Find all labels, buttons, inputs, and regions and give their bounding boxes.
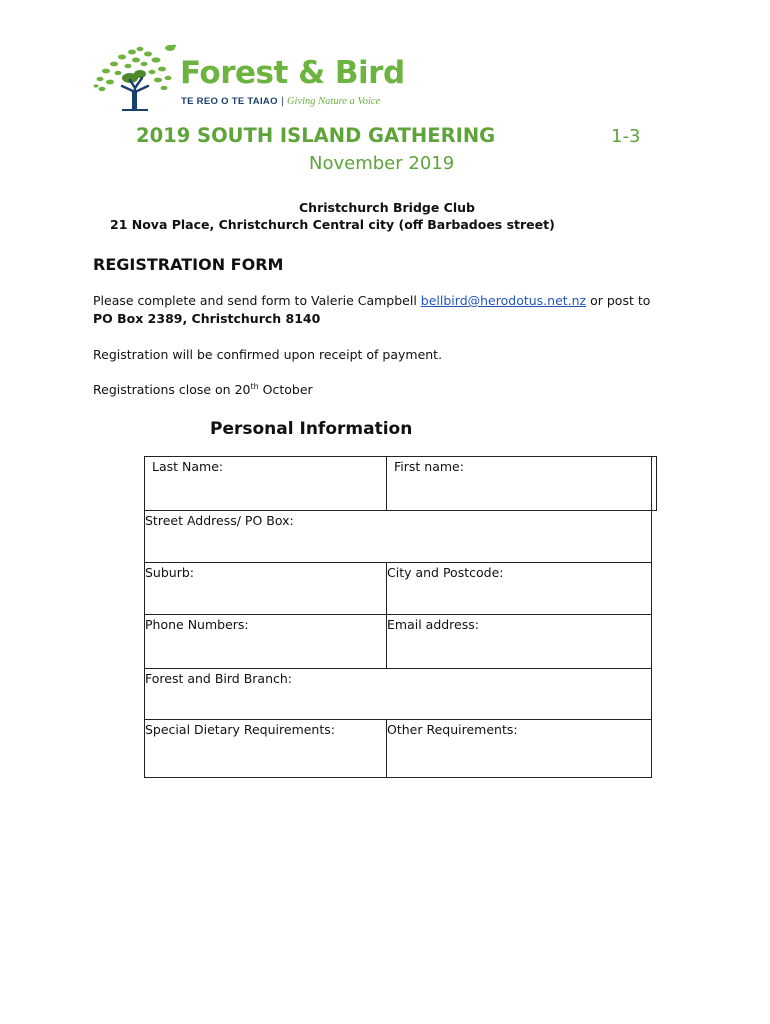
postal-address: PO Box 2389, Christchurch 8140 <box>93 311 321 326</box>
city-postcode-field[interactable] <box>387 563 651 614</box>
table-border <box>651 456 652 778</box>
event-month: November 2019 <box>309 153 455 174</box>
event-dates: 1-3 <box>611 126 641 147</box>
suburb-label: Suburb: <box>145 565 194 580</box>
street-address-field[interactable] <box>145 511 651 562</box>
suburb-field[interactable] <box>145 563 386 614</box>
other-requirements-field[interactable] <box>387 720 651 777</box>
close-suffix: October <box>258 382 313 397</box>
forest-bird-logo-tree-icon <box>92 40 178 112</box>
close-superscript: th <box>250 382 259 391</box>
first-name-label: First name: <box>394 459 464 474</box>
branch-label: Forest and Bird Branch: <box>145 671 293 686</box>
tagline-separator: | <box>280 96 284 107</box>
instruction-suffix: or post to <box>586 293 651 308</box>
table-border <box>144 777 651 778</box>
street-address-label: Street Address/ PO Box: <box>145 513 294 528</box>
tagline-english: Giving Nature a Voice <box>286 96 381 107</box>
dietary-requirements-label: Special Dietary Requirements: <box>145 722 335 737</box>
venue-address: 21 Nova Place, Christchurch Central city (off Barbadoes street) <box>110 217 555 232</box>
last-name-field[interactable] <box>145 457 386 510</box>
phone-numbers-label: Phone Numbers: <box>145 617 249 632</box>
personal-info-heading: Personal Information <box>210 419 413 439</box>
city-postcode-label: City and Postcode: <box>387 565 504 580</box>
branch-field[interactable] <box>145 669 651 719</box>
form-heading: REGISTRATION FORM <box>93 255 284 274</box>
email-address-label: Email address: <box>387 617 479 632</box>
email-address-field[interactable] <box>387 615 651 668</box>
logo-tagline <box>181 97 380 108</box>
confirmation-note: Registration will be confirmed upon receipt of payment. <box>93 347 443 362</box>
tagline-maori: TE REO O TE TAIAO <box>181 96 278 107</box>
registration-close-note <box>93 382 313 397</box>
phone-numbers-field[interactable] <box>145 615 386 668</box>
close-prefix: Registrations close on 20 <box>93 382 251 397</box>
email-link[interactable]: bellbird@herodotus.net.nz <box>420 293 587 308</box>
last-name-label: Last Name: <box>152 459 224 474</box>
other-requirements-label: Other Requirements: <box>387 722 518 737</box>
instruction-text <box>93 293 650 308</box>
table-border <box>656 456 657 511</box>
first-name-field[interactable] <box>387 457 651 510</box>
instruction-prefix: Please complete and send form to Valerie Campbell <box>93 293 421 308</box>
dietary-requirements-field[interactable] <box>145 720 386 777</box>
venue-name: Christchurch Bridge Club <box>299 200 475 215</box>
event-title: 2019 SOUTH ISLAND GATHERING <box>136 124 496 147</box>
logo-wordmark: Forest & Bird <box>180 55 405 91</box>
